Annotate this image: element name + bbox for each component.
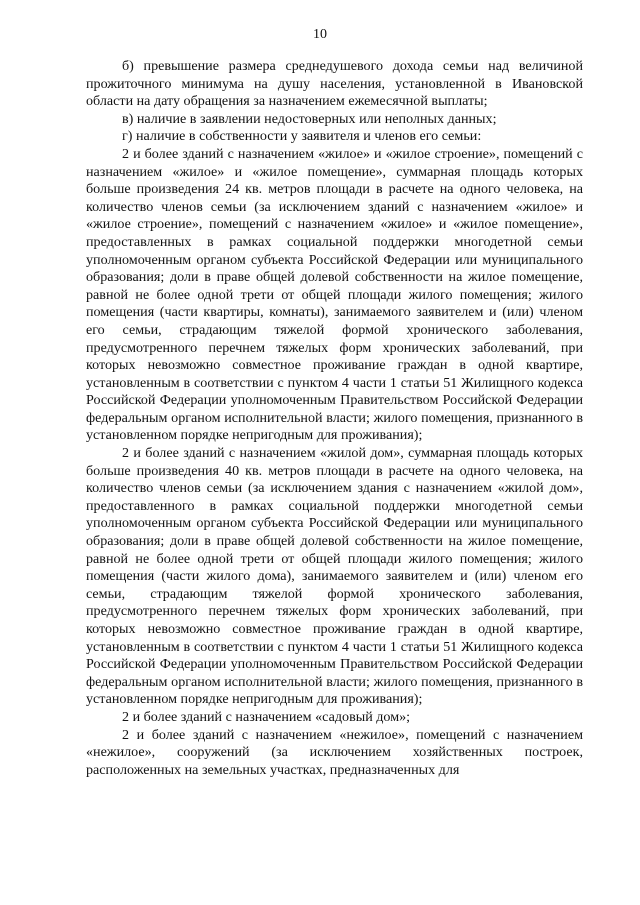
paragraph-invalid-data: в) наличие в заявлении недостоверных или неполных данных; [122, 110, 497, 127]
paragraph-income-excess: б) превышение размера среднедушевого дохода семьи над величиной прожиточного минимума на душу населения, установленной в Ивановской области на дату обращения за назначением ежемесячной выплаты; [86, 58, 583, 110]
page-number: 10 [313, 27, 327, 42]
document-body [86, 58, 583, 779]
paragraph-property-ownership: г) наличие в собственности у заявителя и членов его семьи: [122, 128, 482, 145]
paragraph-garden-houses: 2 и более зданий с назначением «садовый дом»; [122, 708, 411, 725]
paragraph-residential-buildings: 2 и более зданий с назначением «жилое» и «жилое строение», помещений с назначением «жилое» и «жилое помещение», суммарная площадь которых больше произведения 24 кв. метров площади в расчете на одного человека, на количество членов семьи (за исключением зданий с назначением «жилое» и «жилое строение», помещений с назначением «жилое» и «жилое помещение», предоставленных в рамках социальной поддержки многодетной семьи уполномоченным органом субъекта Российской Федерации или муниципального образования; доли в праве общей долевой собственности на жилое помещение, равной не более одной трети от общей площади жилого помещения; жилого помещения (части квартиры, комнаты), занимаемого заявителем и (или) членом его семьи, страдающим тяжелой формой хронического заболевания, предусмотренного перечнем тяжелых форм хронических заболеваний, при которых невозможно совместное проживание граждан в одной квартире, установленным в соответствии с пунктом 4 части 1 статьи 51 Жилищного кодекса Российской Федерации уполномоченным Правительством Российской Федерации федеральным органом исполнительной власти; жилого помещения, признанного в установленном порядке непригодным для проживания); [86, 145, 583, 444]
paragraph-residential-houses: 2 и более зданий с назначением «жилой дом», суммарная площадь которых больше произведения 40 кв. метров площади в расчете на одного человека, на количество членов семьи (за исключением здания с назначением «жилой дом», предоставленного в рамках социальной поддержки многодетной семьи уполномоченным органом субъекта Российской Федерации или муниципального образования; доли в праве общей долевой собственности на жилое помещение, равной не более одной трети от общей площади жилого помещения; жилого помещения (части жилого дома), занимаемого заявителем и (или) членом его семьи, страдающим тяжелой формой хронического заболевания, предусмотренного перечнем тяжелых форм хронических заболеваний, при которых невозможно совместное проживание граждан в одной квартире, установленным в соответствии с пунктом 4 части 1 статьи 51 Жилищного кодекса Российской Федерации уполномоченным Правительством Российской Федерации федеральным органом исполнительной власти; жилого помещения, признанного в установленном порядке непригодным для проживания); [86, 445, 583, 708]
paragraph-non-residential: 2 и более зданий с назначением «нежилое», помещений с назначением «нежилое», сооружений (за исключением хозяйственных построек, расположенных на земельных участках, предназначенных для [86, 726, 583, 778]
